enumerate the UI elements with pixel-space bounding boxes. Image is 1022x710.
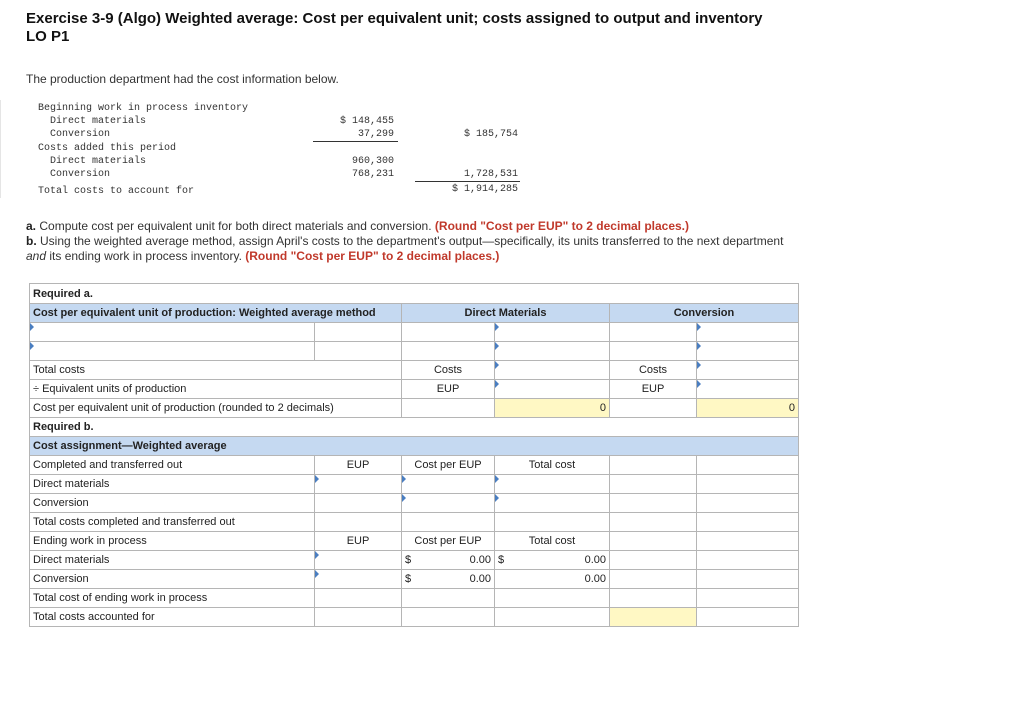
instruction-b — [26, 234, 806, 264]
completed-transferred-label: Completed and transferred out — [30, 456, 315, 475]
empty-cell — [610, 342, 697, 361]
conv-total-costs-input[interactable] — [697, 361, 799, 380]
instructions — [26, 219, 806, 264]
part-b-marker: b. — [26, 234, 37, 248]
dm-added-label: Direct materials — [50, 156, 147, 167]
empty-cell — [402, 399, 495, 418]
cost-information — [30, 100, 518, 202]
empty-cell — [697, 570, 799, 589]
conv-beginning-label: Conversion — [50, 129, 111, 140]
exercise-title — [26, 10, 763, 46]
empty-cell — [610, 475, 697, 494]
conv-eup-input[interactable] — [697, 380, 799, 399]
total-costs-row-label: Total costs — [30, 361, 402, 380]
total-accounted-label: Total costs accounted for — [30, 608, 315, 627]
part-a-text: Compute cost per equivalent unit for both direct materials and conversion. — [39, 219, 432, 233]
completed-conv-label: Conversion — [30, 494, 315, 513]
empty-cell — [315, 342, 402, 361]
required-a-label: Required a. — [30, 284, 799, 304]
title-line-2: LO P1 — [26, 28, 70, 45]
part-a-rounding: (Round "Cost per EUP" to 2 decimal places.) — [434, 219, 690, 233]
conversion-header: Conversion — [610, 304, 799, 323]
cost-per-eup-column-header: Cost per EUP — [402, 532, 495, 551]
part-b-rounding: (Round "Cost per EUP" to 2 decimal places.) — [245, 249, 500, 263]
completed-conv-total-input[interactable] — [495, 494, 610, 513]
conv-added-label: Conversion — [50, 169, 111, 180]
total-ending-label: Total cost of ending work in process — [30, 589, 315, 608]
answer-table — [29, 283, 799, 627]
title-line-1: Exercise 3-9 (Algo) Weighted average: Cost per equivalent unit; costs assigned to output and inventory — [26, 10, 763, 27]
ending-dm-eup-input[interactable] — [315, 551, 402, 570]
cost-per-eup-column-header: Cost per EUP — [402, 456, 495, 475]
rule — [313, 141, 398, 142]
conv-eup-label: EUP — [610, 380, 697, 399]
conv-input-2[interactable] — [697, 342, 799, 361]
ending-conv-eup-input[interactable] — [315, 570, 402, 589]
intro-text: The production department had the cost information below. — [26, 72, 339, 86]
ending-conv-cpe-value: 0.00 — [469, 573, 491, 585]
conv-costs-label: Costs — [610, 361, 697, 380]
empty-cell — [495, 589, 610, 608]
dm-eup-input[interactable] — [495, 380, 610, 399]
total-cost-column-header: Total cost — [495, 456, 610, 475]
costs-added-label: Costs added this period — [38, 143, 177, 154]
empty-cell — [402, 323, 495, 342]
conv-cost-per-eup: 0 — [697, 399, 799, 418]
empty-cell — [610, 323, 697, 342]
label-input-2[interactable] — [30, 342, 315, 361]
eup-column-header: EUP — [315, 456, 402, 475]
empty-cell — [402, 608, 495, 627]
beginning-wip-label: Beginning work in process inventory — [38, 103, 249, 114]
empty-cell — [610, 532, 697, 551]
empty-cell — [610, 570, 697, 589]
empty-cell — [402, 589, 495, 608]
empty-cell — [402, 513, 495, 532]
empty-cell — [610, 589, 697, 608]
completed-dm-total-input[interactable] — [495, 475, 610, 494]
ending-dm-cpe — [402, 551, 495, 570]
added-total: 1,728,531 — [463, 169, 518, 180]
empty-cell — [697, 608, 799, 627]
empty-cell — [697, 589, 799, 608]
empty-cell — [610, 456, 697, 475]
dm-total-costs-input[interactable] — [495, 361, 610, 380]
label-input-1[interactable] — [30, 323, 315, 342]
empty-cell — [697, 456, 799, 475]
empty-cell — [315, 513, 402, 532]
cost-per-eup-header: Cost per equivalent unit of production: Weighted average method — [30, 304, 402, 323]
dollar-sign: $ — [405, 554, 412, 566]
ending-conv-total: 0.00 — [495, 570, 610, 589]
conv-beginning-value: 37,299 — [357, 129, 394, 140]
ending-dm-cpe-value: 0.00 — [469, 554, 491, 566]
instruction-a — [26, 219, 806, 234]
dm-cost-per-eup: 0 — [495, 399, 610, 418]
dm-input-2[interactable] — [495, 342, 610, 361]
part-b-text-end: its ending work in process inventory. — [49, 249, 242, 263]
required-b-label: Required b. — [30, 418, 799, 437]
rule — [415, 181, 520, 182]
empty-cell — [697, 532, 799, 551]
dm-eup-label: EUP — [402, 380, 495, 399]
conv-input-1[interactable] — [697, 323, 799, 342]
completed-conv-cpe-input[interactable] — [402, 494, 495, 513]
completed-dm-label: Direct materials — [30, 475, 315, 494]
empty-cell — [315, 323, 402, 342]
conv-added-value: 768,231 — [351, 169, 394, 180]
empty-cell — [315, 608, 402, 627]
direct-materials-header: Direct Materials — [402, 304, 610, 323]
eup-column-header: EUP — [315, 532, 402, 551]
empty-cell — [495, 608, 610, 627]
completed-dm-eup-input[interactable] — [315, 475, 402, 494]
empty-cell — [697, 494, 799, 513]
empty-cell — [610, 551, 697, 570]
ending-dm-total — [495, 551, 610, 570]
ending-dm-label: Direct materials — [30, 551, 315, 570]
part-a-marker: a. — [26, 219, 37, 233]
empty-cell — [315, 589, 402, 608]
empty-cell — [697, 551, 799, 570]
empty-cell — [610, 513, 697, 532]
dm-beginning-label: Direct materials — [50, 116, 147, 127]
dollar-sign: $ — [498, 554, 505, 566]
empty-cell — [495, 513, 610, 532]
empty-cell — [697, 475, 799, 494]
total-completed-label: Total costs completed and transferred out — [30, 513, 315, 532]
total-cost-column-header: Total cost — [495, 532, 610, 551]
part-b-emphasis: and — [26, 249, 47, 263]
ending-dm-total-value: 0.00 — [584, 554, 606, 566]
dm-costs-label: Costs — [402, 361, 495, 380]
empty-cell — [610, 399, 697, 418]
ending-conv-label: Conversion — [30, 570, 315, 589]
dm-added-value: 960,300 — [351, 156, 394, 167]
dollar-sign: $ — [405, 573, 412, 585]
empty-cell — [315, 494, 402, 513]
ending-wip-label: Ending work in process — [30, 532, 315, 551]
dm-beginning-value: $ 148,455 — [339, 116, 394, 127]
cost-block-border — [0, 100, 5, 198]
total-accounted-value — [610, 608, 697, 627]
empty-cell — [697, 513, 799, 532]
completed-dm-cpe-input[interactable] — [402, 475, 495, 494]
dm-input-1[interactable] — [495, 323, 610, 342]
cost-assignment-header: Cost assignment—Weighted average — [30, 437, 799, 456]
empty-cell — [610, 494, 697, 513]
total-costs-value: $ 1,914,285 — [451, 184, 518, 195]
cost-per-eup-row-label: Cost per equivalent unit of production (rounded to 2 decimals) — [30, 399, 402, 418]
part-b-text: Using the weighted average method, assign April's costs to the department's output—specifically, its units transferred to the next department — [40, 234, 784, 248]
beginning-total: $ 185,754 — [463, 129, 518, 140]
eq-units-row-label: ÷ Equivalent units of production — [30, 380, 402, 399]
total-costs-label: Total costs to account for — [38, 186, 195, 197]
empty-cell — [402, 342, 495, 361]
ending-conv-cpe — [402, 570, 495, 589]
